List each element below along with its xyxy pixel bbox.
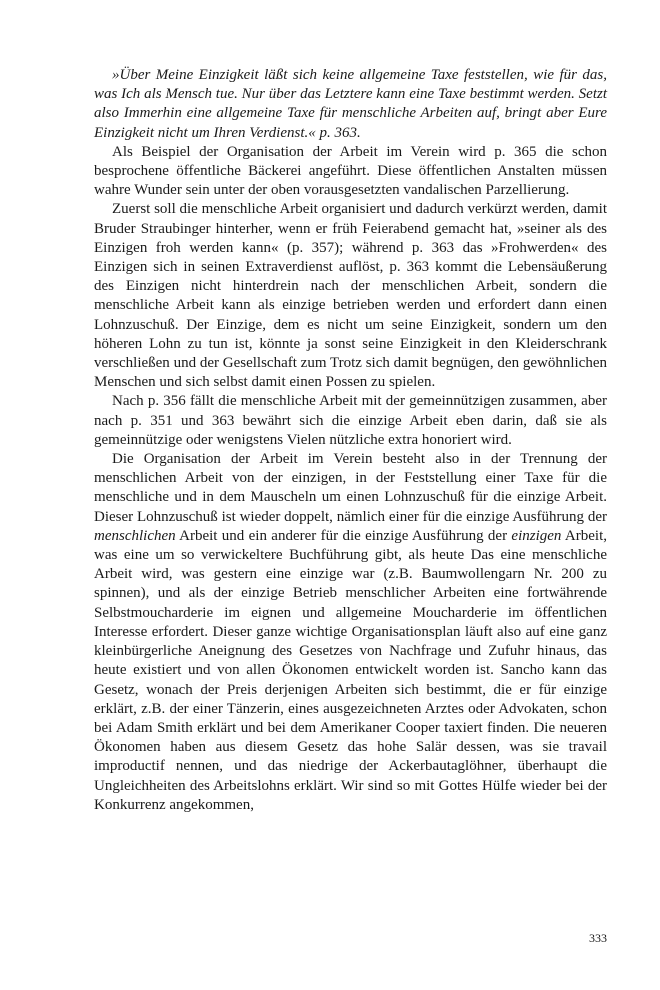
emphasis-text: menschlichen: [94, 527, 176, 544]
paragraph-text: Arbeit und ein anderer für die einzige Ausführung der: [175, 527, 512, 544]
page-number: 333: [589, 931, 607, 945]
paragraph-text: Zuerst soll die menschliche Arbeit organisiert und dadurch verkürzt werden, damit Bruder Straubinger hinterher, wenn er früh Feierabend gemacht hat, »seiner als des Einzigen froh werden kann« (p. 357); während p. 363 das »Frohwerden« des Einzigen sich in seinen Extraverdienst auflöst, p. 363 kommt die Lebensäußerung des Einzigen nicht hinterdrein nach der menschlichen Arbeit, sondern die menschliche Arbeit kann als einzige betrieben werden und erfordert dann einen Lohnzuschuß. Der Einzige, dem es nicht um seine Einzigkeit, sondern um den höheren Lohn zu tun ist, könnte ja sonst seine Einzigkeit in den Kleiderschrank verschließen und der Gesellschaft zum Trotz sich damit begnügen, den gewöhnlichen Menschen und sich selbst damit einen Possen zu spielen.: [94, 201, 607, 391]
paragraph: [94, 450, 607, 815]
paragraph: [94, 143, 607, 201]
paragraph-quote: [94, 66, 607, 143]
paragraph: [94, 200, 607, 392]
paragraph: [94, 392, 607, 450]
paragraph-text: »Über Meine Einzigkeit läßt sich keine allgemeine Taxe feststellen, wie für das, was Ich als Mensch tue. Nur über das Letztere kann eine Taxe bestimmt werden. Setzt also Immerhin eine allgemeine Taxe für menschliche Arbeiten auf, bringt aber Eure Einzigkeit nicht um Ihren Verdienst.« p. 363.: [94, 67, 607, 141]
paragraph-text: Die Organisation der Arbeit im Verein besteht also in der Trennung der menschlichen Arbeit von der einzigen, in der Feststellung einer Taxe für die menschliche und in dem Mauscheln um einen Lohnzuschuß für die einzige Arbeit. Dieser Lohnzuschuß ist wieder doppelt, nämlich einer für die einzige Ausführung der: [94, 451, 607, 525]
page-body: [94, 66, 607, 815]
paragraph-text: Als Beispiel der Organisation der Arbeit im Verein wird p. 365 die schon besprochene öffentliche Bäckerei angeführt. Diese öffentlichen Anstalten müssen wahre Wunder sein unter der oben vorausgesetzten vandalischen Parzellierung.: [94, 143, 607, 199]
paragraph-text: Nach p. 356 fällt die menschliche Arbeit mit der gemeinnützigen zusammen, aber nach p. 351 und 363 bewährt sich die einzige Arbeit eben darin, daß sie als gemeinnützige oder wenigstens Vielen nützliche extra honoriert wird.: [94, 393, 607, 448]
emphasis-text: einzigen: [511, 527, 562, 544]
paragraph-text: Arbeit, was eine um so verwickeltere Buchführung gibt, als heute Das eine menschliche Arbeit wird, was gestern eine einzige war (z.B. Baumwollengarn Nr. 200 zu spinnen), und als der einzige Betrieb menschlicher Arbeiten eine fortwährende Selbstmoucharderie im eignen und allgemeine Moucharderie im öffentlichen Interesse erfordert. Dieser ganze wichtige Organisationsplan läuft also auf eine ganz kleinbürgerliche Aneignung des Gesetzes von Nachfrage und Zufuhr hinaus, das heute existiert und von allen Ökonomen entwickelt worden ist. Sancho kann das Gesetz, wonach der Preis derjenigen Arbeiten sich bestimmt, die er für einzige erklärt, z.B. der einer Tänzerin, eines ausgezeichneten Arztes oder Advokaten, schon bei Adam Smith erklärt und bei dem Amerikaner Cooper taxiert finden. Die neueren Ökonomen haben aus diesem Gesetz das hohe Salär dessen, was sie travail improductif nennen, und das niedrige der Ackerbautaglöhner, überhaupt die Ungleichheiten des Arbeitslohns erklärt. Wir sind so mit Gottes Hülfe wieder bei der Konkurrenz angekommen,: [94, 527, 608, 813]
